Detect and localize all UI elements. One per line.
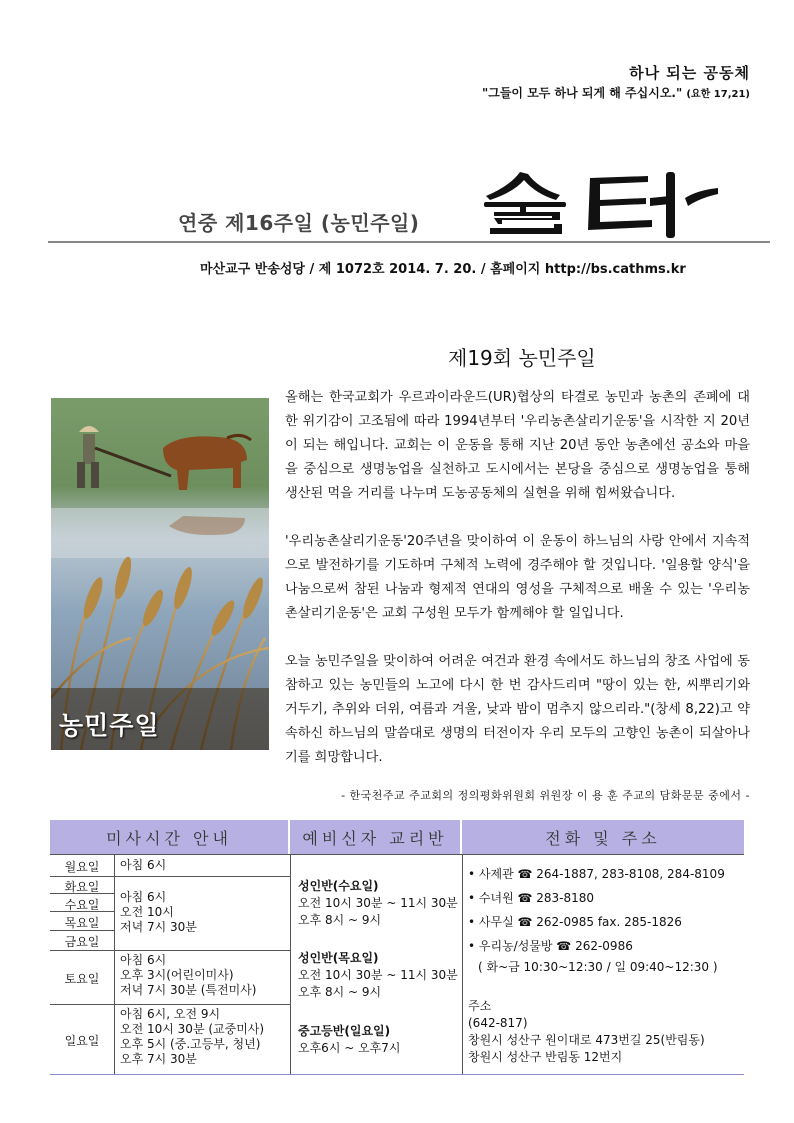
table-rule [50, 1074, 744, 1075]
mass-time: 아침 6시, 오전 9시 [120, 1007, 221, 1021]
mass-time: 저녁 7시 30분 [120, 920, 197, 934]
mass-time: 오후 7시 30분 [120, 1052, 197, 1066]
catechism-header: 예비신자 교리반 [290, 820, 462, 854]
motto-quote-ref: (요한 17,21) [686, 89, 750, 100]
article-paragraph: '우리농촌살리기운동'20주년을 맞이하여 이 운동이 하느님의 사랑 안에서 지속적으로 발전하기를 기도하며 구체적 노력에 경주해야 할 것입니다. '일용할 양식'을 나눔으로써 참된 나눔과 형제적 연대의 영성을 구체적으로 배울 수 있는 '우리농촌살리기운동'은 교회 구성원 모두가 함께해야 할 일입니다. [285, 534, 750, 621]
mass-time: 오전 10시 [120, 905, 174, 919]
catechism-class-name: 중고등반(일요일) [298, 1024, 391, 1038]
catechism-class-name: 성인반(목요일) [298, 951, 379, 965]
mass-time: 저녁 7시 30분 (특전미사) [120, 983, 257, 997]
contact-hours: ( 화~금 10:30~12:30 / 일 09:40~12:30 ) [478, 960, 718, 974]
weekday-times [120, 890, 290, 935]
farmer-illustration [51, 398, 269, 750]
table-rule [290, 854, 291, 1074]
contact-store: • 우리농/성물방 ☎ 262-0986 [468, 939, 633, 953]
catechism-time: 오후 8시 ~ 9시 [298, 985, 382, 999]
motto-quote [380, 84, 750, 101]
table-rule [50, 854, 744, 855]
farmer-photo [51, 398, 269, 750]
address-line: 창원시 성산구 반림동 12번지 [468, 1050, 623, 1064]
saturday-times [120, 953, 290, 998]
mass-time: 오후 5시 (중.고등부, 청년) [120, 1037, 261, 1051]
issue-line: 마산교구 반송성당 / 제 1072호 2014. 7. 20. / 홈페이지 http://bs.cathms.kr [200, 262, 686, 277]
contact-header: 전화 및 주소 [462, 820, 744, 854]
logo-calligraphy [480, 168, 720, 240]
contact-convent: • 수녀원 ☎ 283-8180 [468, 891, 595, 905]
sunday-times [120, 1007, 290, 1067]
mass-time: 오전 10시 30분 (교중미사) [120, 1022, 265, 1036]
table-rule [114, 854, 115, 1074]
day-wednesday: 수요일 [64, 898, 100, 912]
catechism-time: 오후 8시 ~ 9시 [298, 913, 382, 927]
address-line: 창원시 성산구 원이대로 473번길 25(반림동) [468, 1033, 705, 1047]
info-table [50, 820, 744, 1076]
catechism-time: 오후6시 ~ 오후7시 [298, 1041, 401, 1055]
bulletin-logo [480, 168, 720, 240]
mass-time: 아침 6시 [120, 890, 167, 904]
mass-times-header: 미사시간 안내 [50, 820, 290, 854]
catechism-time: 오전 10시 30분 ~ 11시 30분 [298, 968, 458, 982]
contact-rectory: • 사제관 ☎ 264-1887, 283-8108, 284-8109 [468, 867, 725, 881]
sunday-title: 연중 제16주일 (농민주일) [178, 211, 420, 235]
day-tuesday: 화요일 [64, 880, 100, 894]
address-label: 주소 [468, 999, 492, 1013]
mass-time: 아침 6시 [120, 858, 167, 872]
article-title: 제19회 농민주일 [448, 346, 596, 370]
table-rule [50, 950, 290, 951]
photo-caption: 농민주일 [59, 711, 160, 740]
motto-quote-text: "그들이 모두 하나 되게 해 주십시오." [481, 86, 683, 100]
table-rule [50, 876, 290, 877]
article-paragraph: 오늘 농민주일을 맞이하여 어려운 여건과 환경 속에서도 하느님의 창조 사업에 동참하고 있는 농민들의 노고에 다시 한 번 감사드리며 "땅이 있는 한, 씨뿌리기와 거두기, 추위와 더위, 여름과 겨울, 낮과 밤이 멈추지 않으리라."(창세 8,22)고 약속하신 하느님의 말씀대로 생명의 터전이자 우리 모두의 고향인 농촌이 되살아나기를 희망합니다. [285, 654, 750, 765]
day-monday: 월요일 [64, 860, 100, 874]
source-note: - 한국천주교 주교회의 정의평화위원회 위원장 이 용 훈 주교의 담화문문 중에서 - [341, 789, 750, 802]
motto-title: 하나 되는 공동체 [629, 64, 750, 82]
mass-time: 아침 6시 [120, 953, 167, 967]
day-saturday: 토요일 [64, 972, 100, 986]
catechism-class [298, 1023, 463, 1057]
catechism-class-name: 성인반(수요일) [298, 879, 379, 893]
day-sunday: 일요일 [64, 1034, 100, 1048]
table-rule [50, 1004, 290, 1005]
day-thursday: 목요일 [64, 916, 100, 930]
header-rule [48, 241, 770, 243]
address-block [468, 998, 748, 1066]
day-friday: 금요일 [64, 935, 100, 949]
catechism-time: 오전 10시 30분 ~ 11시 30분 [298, 896, 458, 910]
mass-time: 오후 3시(어린이미사) [120, 968, 234, 982]
catechism-class [298, 878, 463, 929]
catechism-class [298, 950, 463, 1001]
contact-office: • 사무실 ☎ 262-0985 fax. 285-1826 [468, 915, 682, 929]
article-paragraph: 올해는 한국교회가 우르과이라운드(UR)협상의 타결로 농민과 농촌의 존폐에 대한 위기감이 고조됨에 따라 1994년부터 '우리농촌살리기운동'을 시작한 지 20년이 되는 해입니다. 교회는 이 운동을 통해 지난 20년 동안 농촌에선 공소와 마을을 중심으로 생명농업을 실천하고 도시에서는 본당을 중심으로 생명농업을 통해 생산된 먹을 거리를 나누며 도농공동체의 실현을 위해 힘써왔습니다. [285, 390, 750, 501]
postal-code: (642-817) [468, 1016, 528, 1030]
